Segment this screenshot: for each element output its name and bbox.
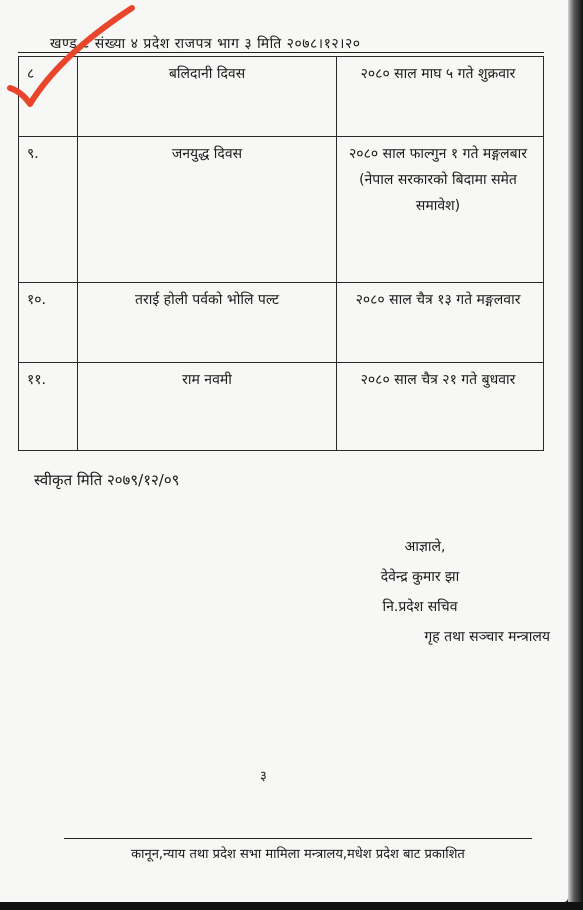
- publisher-footer: कानून,न्याय तथा प्रदेश सभा मामिला मन्त्रालय,मधेश प्रदेश बाट प्रकाशित: [131, 847, 465, 862]
- holiday-date: २०८० साल चैत्र २१ गते बुधवार: [337, 363, 544, 451]
- holiday-name: जनयुद्ध दिवस: [78, 137, 337, 283]
- photo-edge: [568, 0, 583, 910]
- holiday-date: २०८० साल चैत्र १३ गते मङ्गलवार: [337, 283, 544, 363]
- table-row: [19, 363, 544, 451]
- table-row: [19, 137, 544, 283]
- row-number: ११.: [19, 363, 78, 451]
- row-number: ९.: [19, 137, 78, 283]
- gazette-header: खण्ड ८ संख्या ४ प्रदेश राजपत्र भाग ३ मिति २०७८।१२।२०: [50, 36, 361, 52]
- holiday-name: तराई होली पर्वको भोलि पल्ट: [78, 283, 337, 363]
- signature-line-order: आज्ञाले,: [404, 539, 446, 555]
- signatory-ministry: गृह तथा सञ्चार मन्त्रालय: [424, 629, 550, 645]
- row-number: १०.: [19, 283, 78, 363]
- checkmark-icon: [0, 0, 140, 110]
- holiday-name: राम नवमी: [78, 363, 337, 451]
- photo-edge: [0, 902, 583, 910]
- signatory-name: देवेन्द्र कुमार झा: [380, 569, 460, 585]
- page-number: ३: [260, 769, 267, 784]
- row-number: ८: [19, 57, 78, 137]
- holiday-date: २०८० साल फाल्गुन १ गते मङ्गलबार (नेपाल सरकारको बिदामा समेत समावेश): [337, 137, 544, 283]
- signature-block: [320, 532, 550, 652]
- holiday-table: [18, 56, 544, 451]
- table-row: [19, 283, 544, 363]
- holiday-date: २०८० साल माघ ५ गते शुक्रवार: [337, 57, 544, 137]
- approval-date: स्वीकृत मिति २०७९/१२/०९: [34, 471, 180, 489]
- holiday-name: बलिदानी दिवस: [78, 57, 337, 137]
- signatory-title: नि.प्रदेश सचिव: [382, 599, 458, 615]
- footer-rule: [64, 838, 532, 839]
